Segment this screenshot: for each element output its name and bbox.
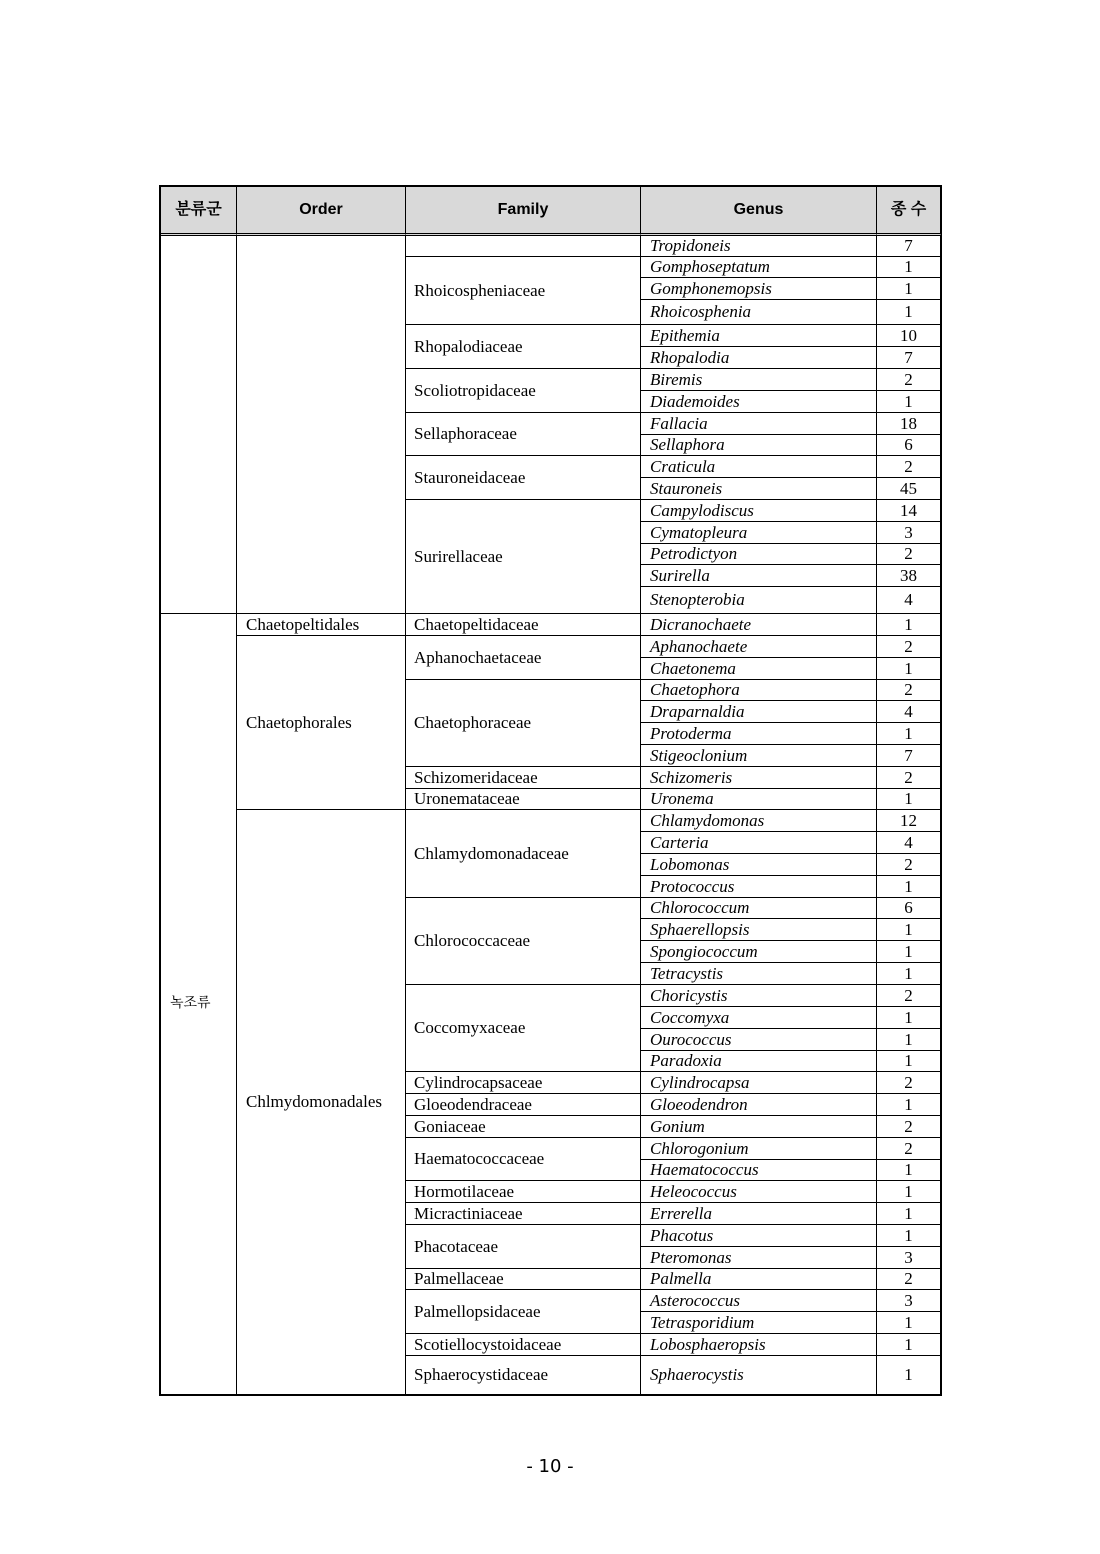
species-count-cell-text: 3: [904, 1290, 913, 1310]
genus-cell-text: Campylodiscus: [650, 500, 754, 520]
family-cell-text: Rhopalodiaceae: [414, 336, 523, 356]
genus-cell: [641, 1203, 877, 1225]
family-cell: [406, 614, 641, 636]
genus-cell-text: Coccomyxa: [650, 1007, 730, 1027]
genus-cell: [641, 544, 877, 565]
family-cell-text: Chaetopeltidaceae: [414, 614, 539, 634]
family-cell-text: Chlamydomonadaceae: [414, 843, 569, 863]
order-cell-text: Chlmydomonadales: [246, 1092, 382, 1111]
genus-cell-text: Stigeoclonium: [650, 745, 748, 765]
family-cell: [406, 1181, 641, 1203]
genus-cell: [641, 1007, 877, 1029]
genus-cell-text: Carteria: [650, 832, 709, 852]
genus-cell: [641, 919, 877, 941]
species-count-cell: [877, 500, 941, 522]
genus-cell: [641, 680, 877, 701]
genus-cell: [641, 636, 877, 658]
family-cell: [406, 810, 641, 898]
genus-cell-text: Uronema: [650, 789, 714, 808]
species-count-cell-text: 1: [904, 941, 913, 961]
order-cell: [237, 810, 406, 1395]
species-count-cell-text: 2: [904, 985, 913, 1005]
family-cell-text: Micractiniaceae: [414, 1203, 523, 1223]
genus-cell: [641, 1116, 877, 1138]
genus-cell: [641, 1138, 877, 1160]
family-cell-text: Phacotaceae: [414, 1236, 498, 1256]
species-count-cell-text: 7: [904, 745, 913, 765]
genus-cell: [641, 963, 877, 985]
species-count-cell-text: 1: [904, 614, 913, 634]
header-taxon-label: 분류군: [175, 201, 222, 218]
family-cell-text: Schizomeridaceae: [414, 767, 538, 787]
species-count-cell-text: 12: [900, 810, 917, 830]
taxon-cell-text: 녹조류: [170, 996, 211, 1011]
genus-cell: [641, 391, 877, 413]
species-count-cell-text: 4: [904, 590, 913, 609]
order-cell-text: Chaetophorales: [246, 712, 352, 732]
species-count-cell-text: 2: [904, 1116, 913, 1136]
family-cell-text: Goniaceae: [414, 1116, 486, 1136]
species-count-cell-text: 1: [904, 391, 913, 411]
family-cell: [406, 636, 641, 680]
species-count-cell-text: 2: [904, 456, 913, 476]
family-cell: [406, 257, 641, 325]
genus-cell: [641, 1160, 877, 1181]
genus-cell: [641, 522, 877, 544]
species-count-cell: [877, 435, 941, 456]
taxonomy-table: [160, 186, 941, 1395]
family-cell-text: Sellaphoraceae: [414, 424, 517, 443]
species-count-cell-text: 1: [904, 876, 913, 896]
family-cell: [406, 1269, 641, 1290]
genus-cell-text: Sphaerocystis: [650, 1365, 744, 1384]
family-cell: [406, 1116, 641, 1138]
species-count-cell: [877, 1203, 941, 1225]
genus-cell: [641, 1312, 877, 1334]
genus-cell: [641, 1356, 877, 1395]
species-count-cell: [877, 854, 941, 876]
genus-cell-text: Chlamydomonas: [650, 810, 765, 830]
species-count-cell-text: 2: [904, 680, 913, 699]
family-cell: [406, 789, 641, 810]
genus-cell: [641, 1094, 877, 1116]
genus-cell: [641, 832, 877, 854]
genus-cell-text: Haematococcus: [650, 1160, 759, 1179]
genus-cell-text: Gloeodendron: [650, 1094, 748, 1114]
genus-cell: [641, 723, 877, 745]
family-cell-text: Surirellaceae: [414, 546, 503, 566]
species-count-cell: [877, 1072, 941, 1094]
species-count-cell: [877, 832, 941, 854]
species-count-cell-text: 1: [904, 919, 913, 939]
order-cell-text: Chaetopeltidales: [246, 614, 360, 634]
header-family-label: Family: [497, 201, 549, 218]
genus-cell-text: Chaetonema: [650, 658, 736, 678]
genus-cell-text: Asterococcus: [650, 1290, 741, 1310]
species-count-cell-text: 1: [904, 1365, 913, 1384]
species-count-cell: [877, 1138, 941, 1160]
species-count-cell: [877, 456, 941, 478]
genus-cell-text: Ourococcus: [650, 1029, 732, 1049]
species-count-cell-text: 14: [900, 500, 917, 520]
species-count-cell: [877, 985, 941, 1007]
genus-cell: [641, 565, 877, 587]
species-count-cell-text: 2: [904, 1072, 913, 1092]
genus-cell: [641, 300, 877, 325]
family-cell: [406, 1138, 641, 1181]
family-cell-text: Uronemataceae: [414, 789, 520, 808]
family-cell: [406, 898, 641, 985]
genus-cell-text: Lobomonas: [650, 854, 730, 874]
page-number: - 10 -: [526, 1456, 574, 1477]
family-cell-text: Rhoicospheniaceae: [414, 280, 546, 300]
family-cell-text: Scoliotropidaceae: [414, 380, 536, 400]
genus-cell-text: Cymatopleura: [650, 522, 748, 542]
header-order: [237, 187, 406, 236]
genus-cell-text: Lobosphaeropsis: [650, 1334, 766, 1354]
genus-cell: [641, 1051, 877, 1072]
species-count-cell: [877, 636, 941, 658]
species-count-cell-text: 7: [904, 347, 913, 367]
family-cell: [406, 1290, 641, 1334]
species-count-cell-text: 4: [904, 701, 913, 721]
species-count-cell: [877, 876, 941, 898]
genus-cell: [641, 854, 877, 876]
family-cell: [406, 500, 641, 614]
species-count-cell: [877, 898, 941, 919]
species-count-cell-text: 2: [904, 854, 913, 874]
header-genus: [641, 187, 877, 236]
genus-cell-text: Tetrasporidium: [650, 1312, 755, 1332]
header-species-count: [877, 187, 941, 236]
family-cell-text: Haematococcaceae: [414, 1149, 545, 1168]
species-count-cell-text: 45: [900, 478, 917, 498]
genus-cell-text: Gonium: [650, 1116, 705, 1136]
genus-cell: [641, 347, 877, 369]
species-count-cell-text: 1: [904, 658, 913, 678]
genus-cell-text: Protococcus: [650, 876, 735, 896]
species-count-cell-text: 2: [904, 1138, 913, 1158]
species-count-cell: [877, 1269, 941, 1290]
species-count-cell-text: 1: [904, 302, 913, 321]
genus-cell-text: Choricystis: [650, 985, 728, 1005]
species-count-cell: [877, 413, 941, 435]
species-count-cell: [877, 789, 941, 810]
family-cell: [406, 456, 641, 500]
header-taxon: [161, 187, 237, 236]
species-count-cell-text: 1: [904, 723, 913, 743]
family-cell: [406, 1203, 641, 1225]
family-cell-text: Chlorococcaceae: [414, 931, 531, 950]
species-count-cell-text: 18: [900, 413, 917, 433]
header-order-label: Order: [299, 201, 343, 218]
species-count-cell: [877, 565, 941, 587]
taxon-cell: [161, 236, 237, 614]
genus-cell: [641, 1181, 877, 1203]
genus-cell: [641, 941, 877, 963]
family-cell: [406, 1094, 641, 1116]
species-count-cell-text: 1: [904, 789, 913, 808]
family-cell: [406, 236, 641, 257]
genus-cell-text: Stauroneis: [650, 478, 723, 498]
genus-cell-text: Cylindrocapsa: [650, 1072, 750, 1092]
species-count-cell: [877, 347, 941, 369]
species-count-cell: [877, 391, 941, 413]
species-count-cell: [877, 1160, 941, 1181]
species-count-cell: [877, 1356, 941, 1395]
species-count-cell: [877, 745, 941, 767]
genus-cell-text: Craticula: [650, 456, 716, 476]
genus-cell: [641, 810, 877, 832]
genus-cell-text: Rhoicosphenia: [650, 302, 752, 321]
genus-cell: [641, 1334, 877, 1356]
species-count-cell: [877, 919, 941, 941]
species-count-cell-text: 1: [904, 1094, 913, 1114]
species-count-cell-text: 1: [904, 278, 913, 298]
species-count-cell: [877, 1334, 941, 1356]
species-count-cell: [877, 300, 941, 325]
genus-cell: [641, 1269, 877, 1290]
species-count-cell-text: 4: [904, 832, 913, 852]
species-count-cell: [877, 257, 941, 278]
genus-cell: [641, 658, 877, 680]
genus-cell-text: Rhopalodia: [650, 347, 730, 367]
genus-cell-text: Stenopterobia: [650, 590, 745, 609]
species-count-cell: [877, 1116, 941, 1138]
species-count-cell: [877, 278, 941, 300]
family-cell-text: Palmellopsidaceae: [414, 1301, 541, 1321]
genus-cell-text: Surirella: [650, 565, 710, 585]
species-count-cell-text: 1: [904, 1334, 913, 1354]
species-count-cell-text: 1: [904, 963, 913, 983]
species-count-cell: [877, 544, 941, 565]
genus-cell-text: Tropidoneis: [650, 236, 731, 255]
header-genus-label: Genus: [733, 201, 784, 218]
family-cell-text: Gloeodendraceae: [414, 1094, 532, 1114]
genus-cell: [641, 325, 877, 347]
family-cell: [406, 1356, 641, 1395]
genus-cell-text: Schizomeris: [650, 767, 733, 787]
genus-cell: [641, 1225, 877, 1247]
genus-cell-text: Paradoxia: [650, 1051, 722, 1070]
family-cell-text: Scotiellocystoidaceae: [414, 1334, 562, 1354]
species-count-cell-text: 38: [900, 565, 917, 585]
species-count-cell-text: 2: [904, 369, 913, 389]
species-count-cell: [877, 1290, 941, 1312]
genus-cell-text: Petrodictyon: [650, 544, 738, 563]
species-count-cell: [877, 1247, 941, 1269]
species-count-cell-text: 3: [904, 1247, 913, 1267]
species-count-cell: [877, 325, 941, 347]
species-count-cell: [877, 369, 941, 391]
species-count-cell-text: 2: [904, 544, 913, 563]
genus-cell-text: Chaetophora: [650, 680, 740, 699]
genus-cell: [641, 1247, 877, 1269]
species-count-cell-text: 1: [904, 257, 913, 276]
species-count-cell-text: 1: [904, 1312, 913, 1332]
genus-cell: [641, 369, 877, 391]
species-count-cell: [877, 963, 941, 985]
species-count-cell-text: 1: [904, 1181, 913, 1201]
species-count-cell-text: 1: [904, 1007, 913, 1027]
order-cell: [237, 636, 406, 810]
species-count-cell-text: 1: [904, 1051, 913, 1070]
family-cell-text: Chaetophoraceae: [414, 713, 532, 732]
species-count-cell-text: 10: [900, 325, 917, 345]
species-count-cell-text: 1: [904, 1160, 913, 1179]
genus-cell-text: Fallacia: [650, 413, 708, 433]
family-cell: [406, 767, 641, 789]
family-cell: [406, 413, 641, 456]
genus-cell-text: Phacotus: [650, 1225, 714, 1245]
genus-cell: [641, 413, 877, 435]
genus-cell: [641, 985, 877, 1007]
species-count-cell: [877, 1051, 941, 1072]
genus-cell: [641, 257, 877, 278]
species-count-cell-text: 1: [904, 1225, 913, 1245]
genus-cell-text: Chlorococcum: [650, 898, 750, 917]
genus-cell-text: Palmella: [650, 1269, 712, 1288]
species-count-cell-text: 2: [904, 1269, 913, 1288]
family-cell-text: Coccomyxaceae: [414, 1018, 526, 1037]
family-cell: [406, 1334, 641, 1356]
genus-cell: [641, 236, 877, 257]
family-cell: [406, 1072, 641, 1094]
species-count-cell-text: 3: [904, 522, 913, 542]
genus-cell-text: Epithemia: [650, 325, 720, 345]
genus-cell: [641, 1072, 877, 1094]
genus-cell-text: Sellaphora: [650, 435, 725, 454]
family-cell-text: Cylindrocapsaceae: [414, 1072, 543, 1092]
family-cell: [406, 985, 641, 1072]
genus-cell: [641, 500, 877, 522]
header-species-count-label: 종 수: [890, 201, 927, 218]
family-cell-text: Hormotilaceae: [414, 1181, 515, 1201]
species-count-cell-text: 2: [904, 767, 913, 787]
species-count-cell: [877, 1094, 941, 1116]
species-count-cell: [877, 1029, 941, 1051]
genus-cell: [641, 1029, 877, 1051]
species-count-cell: [877, 587, 941, 614]
header-family: [406, 187, 641, 236]
species-count-cell: [877, 680, 941, 701]
species-count-cell: [877, 522, 941, 544]
genus-cell: [641, 278, 877, 300]
family-cell: [406, 1225, 641, 1269]
genus-cell-text: Gomphoseptatum: [650, 257, 770, 276]
genus-cell: [641, 435, 877, 456]
species-count-cell: [877, 478, 941, 500]
family-cell: [406, 680, 641, 767]
genus-cell-text: Sphaerellopsis: [650, 919, 750, 939]
species-count-cell-text: 6: [904, 898, 913, 917]
family-cell-text: Palmellaceae: [414, 1269, 504, 1288]
genus-cell-text: Heleococcus: [650, 1181, 737, 1201]
species-count-cell: [877, 941, 941, 963]
taxon-cell: [161, 614, 237, 1395]
family-cell-text: Stauroneidaceae: [414, 467, 526, 487]
family-cell: [406, 369, 641, 413]
species-count-cell: [877, 723, 941, 745]
genus-cell-text: Gomphonemopsis: [650, 278, 772, 298]
genus-cell-text: Aphanochaete: [650, 636, 748, 656]
species-count-cell: [877, 1225, 941, 1247]
family-cell-text: Sphaerocystidaceae: [414, 1365, 549, 1384]
species-count-cell-text: 1: [904, 1029, 913, 1049]
genus-cell: [641, 1290, 877, 1312]
genus-cell-text: Draparnaldia: [650, 701, 745, 721]
species-count-cell: [877, 614, 941, 636]
species-count-cell: [877, 810, 941, 832]
genus-cell-text: Errerella: [650, 1203, 713, 1223]
species-count-cell: [877, 1007, 941, 1029]
genus-cell: [641, 701, 877, 723]
species-count-cell: [877, 701, 941, 723]
species-count-cell-text: 6: [904, 435, 913, 454]
genus-cell: [641, 745, 877, 767]
genus-cell: [641, 876, 877, 898]
genus-cell-text: Dicranochaete: [650, 614, 752, 634]
species-count-cell-text: 2: [904, 636, 913, 656]
genus-cell-text: Chlorogonium: [650, 1138, 749, 1158]
genus-cell-text: Spongiococcum: [650, 941, 758, 961]
species-count-cell: [877, 1312, 941, 1334]
genus-cell: [641, 789, 877, 810]
genus-cell: [641, 767, 877, 789]
species-count-cell: [877, 767, 941, 789]
species-count-cell-text: 7: [904, 236, 913, 255]
genus-cell: [641, 614, 877, 636]
order-cell: [237, 614, 406, 636]
species-count-cell-text: 1: [904, 1203, 913, 1223]
genus-cell-text: Pteromonas: [650, 1247, 732, 1267]
species-count-cell: [877, 658, 941, 680]
genus-cell-text: Protoderma: [650, 723, 732, 743]
species-count-cell: [877, 1181, 941, 1203]
order-cell: [237, 236, 406, 614]
family-cell-text: Aphanochaetaceae: [414, 647, 542, 667]
genus-cell-text: Biremis: [650, 369, 703, 389]
genus-cell-text: Diademoides: [650, 391, 740, 411]
family-cell: [406, 325, 641, 369]
genus-cell: [641, 456, 877, 478]
genus-cell: [641, 478, 877, 500]
species-count-cell: [877, 236, 941, 257]
genus-cell: [641, 898, 877, 919]
genus-cell-text: Tetracystis: [650, 963, 724, 983]
genus-cell: [641, 587, 877, 614]
